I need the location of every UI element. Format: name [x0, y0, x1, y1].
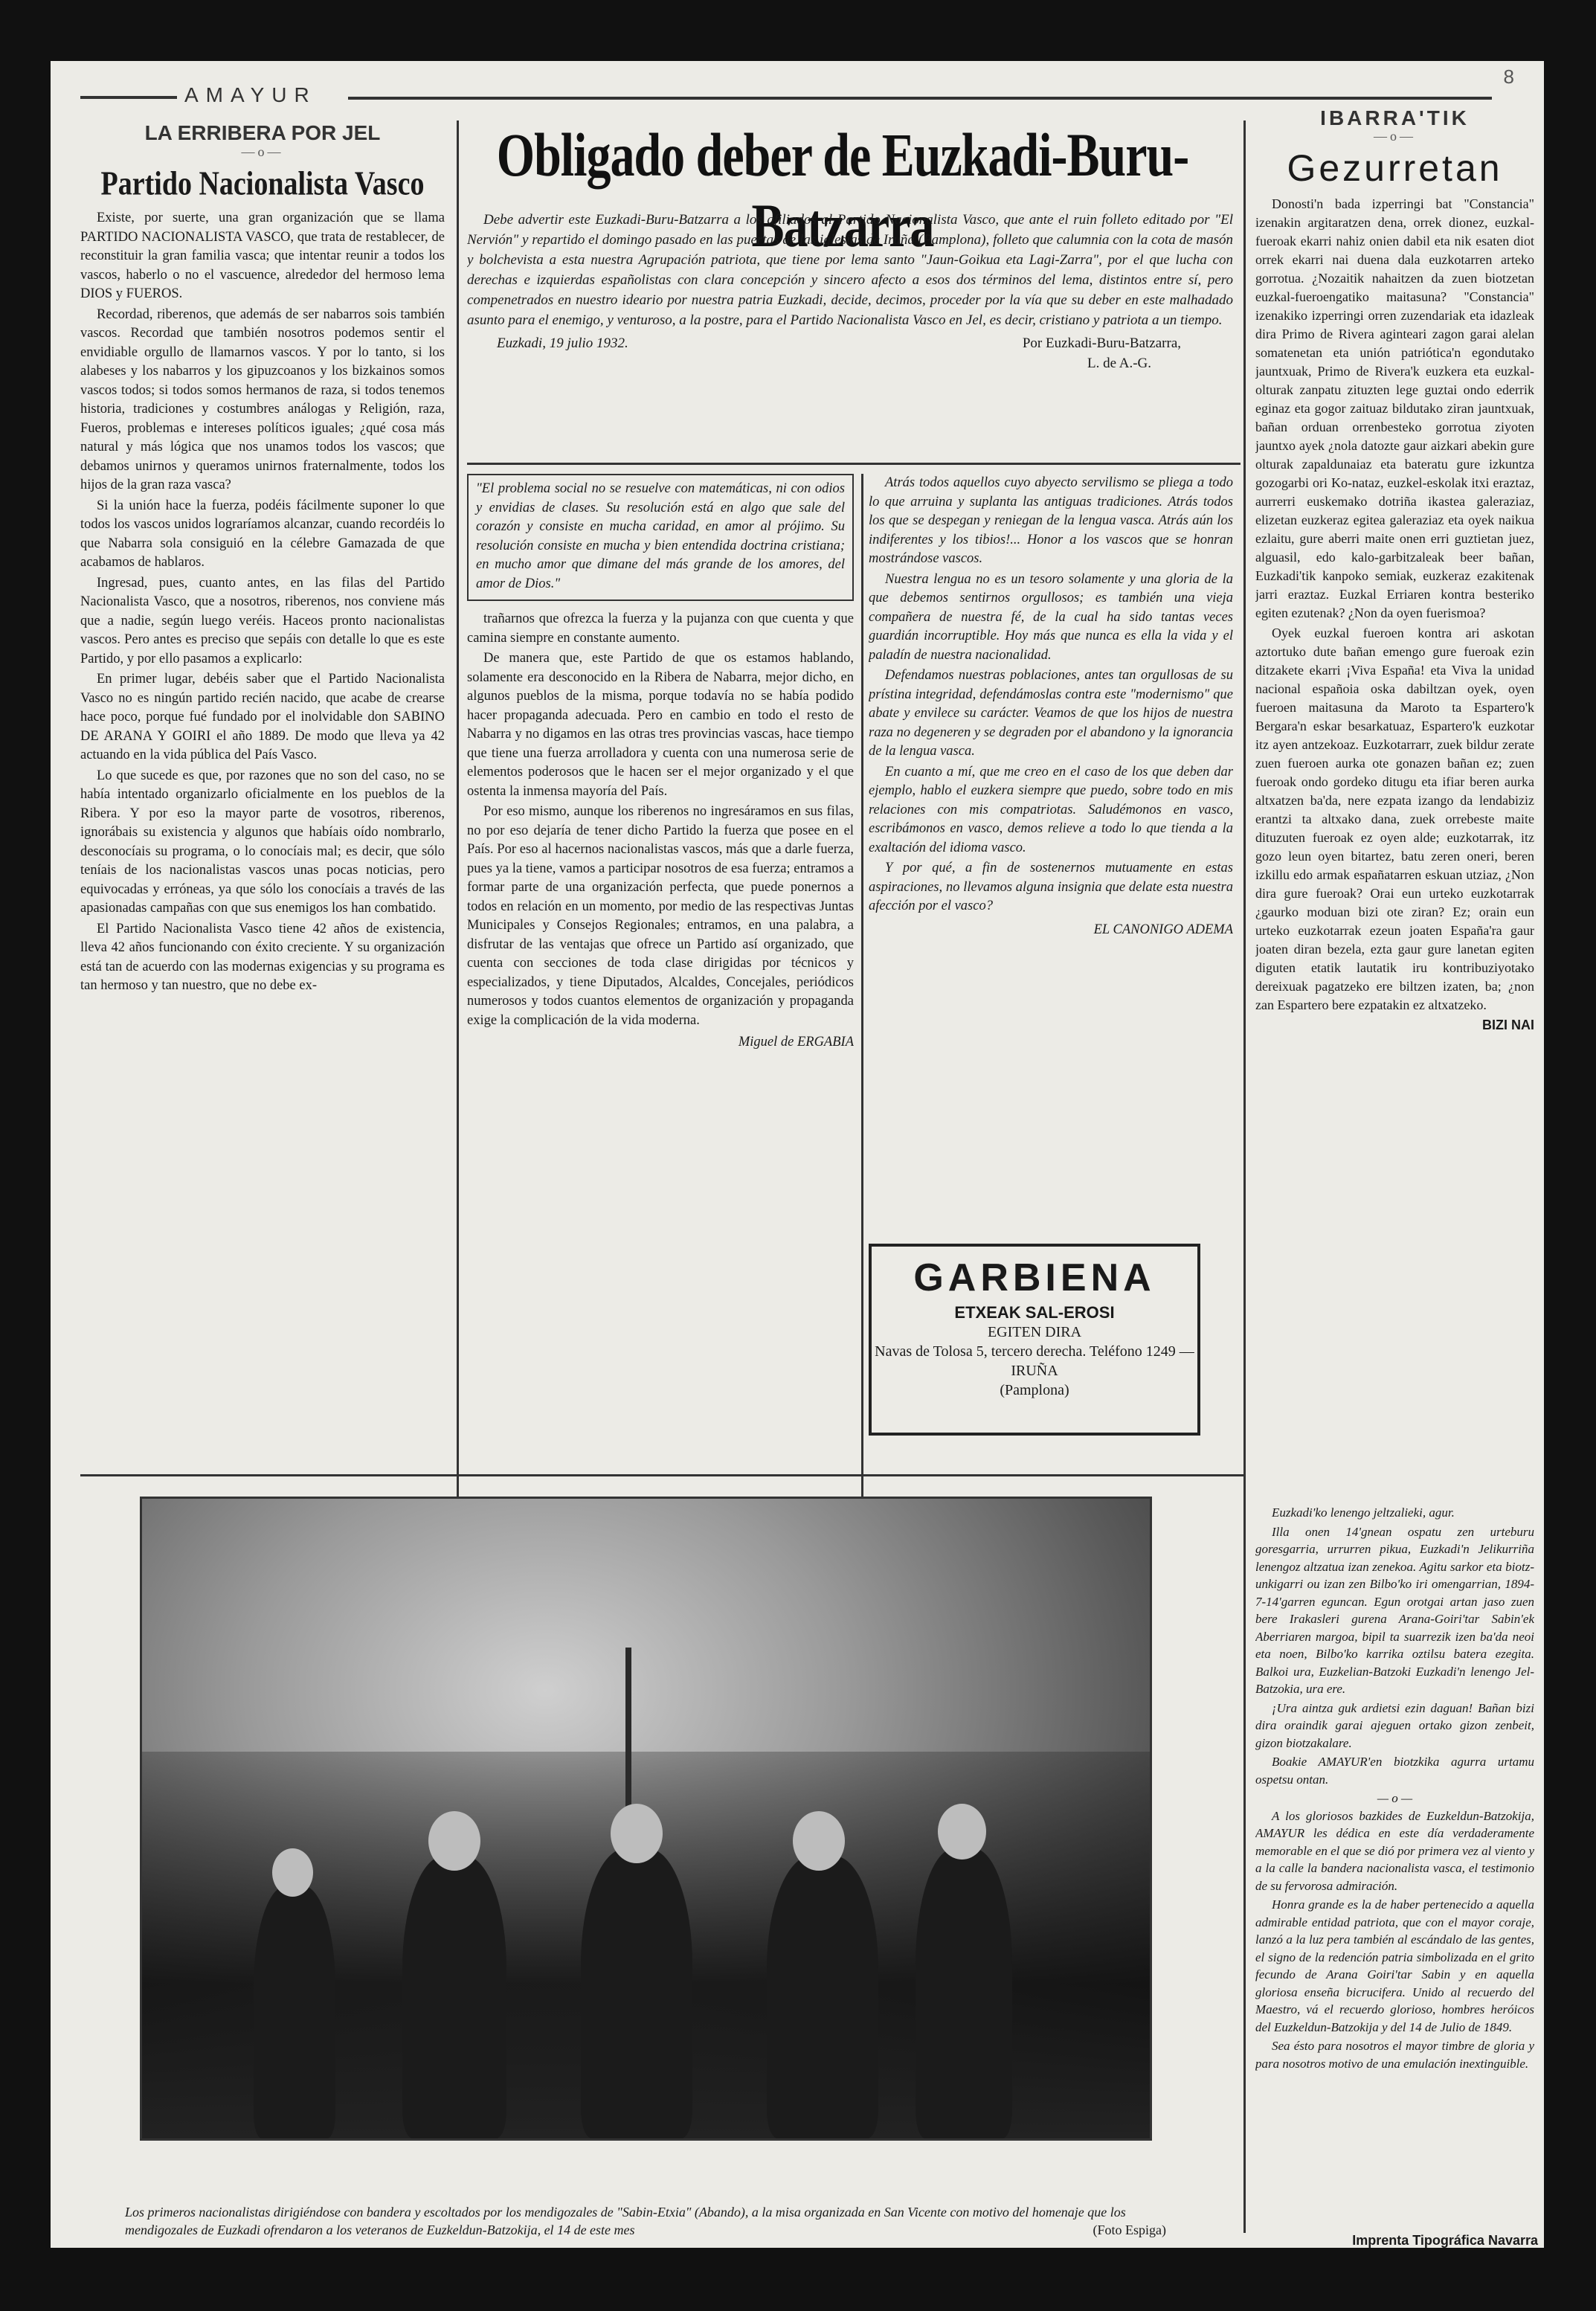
left-headline: Partido Nacionalista Vasco — [100, 164, 425, 203]
right-divider: —o— — [1374, 129, 1416, 144]
main-headline: Obligado deber de Euzkadi-Buru-Batzarra — [496, 121, 1189, 260]
left-column — [80, 120, 445, 1504]
column-rule-lower — [1243, 1504, 1246, 2233]
adema-paragraph: Y por qué, a fin de sostenernos mutuamente en estas aspiraciones, no llevamos alguna insignia que delate esta nuestra afección por el vasco? — [869, 861, 1233, 913]
photo-caption — [125, 2203, 1166, 2239]
caption-text: Los primeros nacionalistas dirigiéndose con bandera y escoltados por los mendigozales de "Sabin-Etxia" (Abando), a la misa organizada en San Vicente con motivo del homenaje que los mendigozales de Euzkadi ofrendaron a los veteranos de Euzkeldun-Batzokija, el 14 de este mes — [125, 2205, 1126, 2237]
column-rule — [457, 120, 459, 1504]
notice-signer: L. de A.-G. — [1087, 356, 1151, 371]
procession-photo — [140, 1497, 1152, 2141]
right-paragraph: Donosti'n bada izperringi bat "Constancia" izenakin argitaratzen dena, orrek dionez, euzkal-fueroak ekarri nahiz onien dabil eta nik esaten diot orrek ekarri nai duena dala euzkotarren arteko gorrotua. ¿Nozaitik nahaitzen da zuen biotzetan euzkal-fueroengatiko maitasuna? "Constancia" izenakiko izperringi orren zuzendariak eta idazleak dira Primo de Rivera aginteari zagon garai alelan somatenetan eta unión patriótica'n egondutako jauntxuak, Primo de Rivera'k euzkera eta euzkal-olturak zanpatu zituzten lege guztai ondo ederrik eginaz eta gogor zaituaz bildutako ziran jauntxuak, bañan orduan orrenbesteko gorrotua ziyoten jauntxo ayek ¿nola datozte gaur aizkari abekin gure olturak zapaldunaiaz eta bateratu gure izkuntza gozogarbi ori Ko-nataz, euzkel-eskolak itxi eraztaz, aurrerri euskemako dotriña ikastea galeraziaz, elizetan euzkeraz egitea galeraziaz eta oyek naikua ezlaitu, gure aberri maite onen erri guztietan juez, alguasil, edo kalo-garbitzaleak beer bañan, Euzkadi'tik kanpoko semiak, euzkeraz ezakitenak jarri eraztaz. Euzkal Erriaren kontra besteriko egiten ezutenak? ¿Non da oyen fuerismoa? — [1255, 196, 1534, 620]
adema-author: EL CANONIGO ADEMA — [1093, 922, 1233, 937]
ad-tagline: ETXEAK SAL-EROSI — [954, 1303, 1115, 1322]
masthead-rule-left — [80, 96, 177, 99]
right-lower-paragraph: Illa onen 14'gnean ospatu zen urteburu goresgarria, urrurren pikua, Euzkadi'n Jelikurriña lenengoz altzatua izan zenekoa. Agitu sarkor eta biotz-unkigarri ou izan zen Bilbo'ko iri omengarrian, 1894-7-14'garren eguncan. Egun orotgai artan jaso zuen bere Irakasleri gurena Arana-Goiri'tar Sabin'ek Aberriaren margoa, bipil ta suarrezik izen ba'da neoi eta noen, Bilbo'ko karrika oztilsu batera ezegita. Balkoi ura, Euzkelian-Batzoki Euzkadi'n lenengo Jel-Batzokia, ura ere. — [1255, 1524, 1534, 1696]
person-figure — [254, 1886, 335, 2138]
center-notice — [467, 210, 1233, 455]
left-paragraph: El Partido Nacionalista Vasco tiene 42 años de existencia, lleva 42 años funcionando con éxito creciente. Y su organización está tan de acuerdo con las modernas exigencias y su programa es tan hermoso y tan nuestro, que no debe ex- — [80, 921, 445, 993]
right-lower-paragraph: Euzkadi'ko lenengo jeltzalieki, agur. — [1272, 1505, 1455, 1520]
right-section-label: IBARRA'TIK — [1320, 109, 1470, 129]
ergabia-paragraph: trañarnos que ofrezca la fuerza y la pujanza con que cuenta y que camina siempre en constante aumento. — [467, 611, 854, 646]
adema-paragraph: Atrás todos aquellos cuyo abyecto servilismo se pliega a todo lo que arruina y suplanta las antiguas tradiciones. Atrás todos los que se despegan y reniegan de la lengua vasca. Atrás aún los indiferentes y los tibios!... Honor a los vascos que se honran mostrándose vascos. — [869, 475, 1233, 566]
person-face — [793, 1811, 845, 1871]
person-face — [938, 1804, 986, 1860]
section-rule — [80, 1474, 1244, 1476]
right-paragraph: Oyek euzkal fueroen kontra ari askotan aztortuko dute bañan emengo gure fueroak ezin ditzakete ekarri ¡Viva España! eta Viva la unidad nacional españoia oska dabiltzan oyek, oyen fueroen maitasuna da Maroto ta Espartero'k Bergara'n eskar besarkatuaz, Espartero'k euzkotar itz ayen antzekoaz. Euzkotarrarr, zuek bildur zerate zuen fueroen aurka ote gonazen bañan ez; zuen fueroak ondo gordeko ditugu eta ifiar beren aurka altxatzen ba'da, nere ezpata izango da lendabiziz erantzi ta altxako dana, zuek orrebeste maite dituzuten fueroak ez oyen alde; euzkotarrak, itz gozo leun oyen bitartez, batu zeren oneri, beren izkillu edo armak españatarren eskuan utziaz, ¿Non dira gure fueroak? Orai eun urteko euzkotarrak ¿gaurko moduan bizi ote ziran? Ez; orain eun urteko euzkotarrak ezeun joaten España'ra gaur joaten diran bezela, ezta gaur gure lanetan egiten diguten etatik lautatik iru kontribuziyotako dereixuak pagatzeko ere biltzen izaten, ba; ¿non zan Espartero bere ezpatakin ez altxatzeko. — [1255, 626, 1534, 1012]
right-lower-paragraph: ¡Ura aintza guk ardietsi ezin daguan! Bañan bizi dira oraindik garai ajeguen ortako gizon zenbeit, gizon biotzakalare. — [1255, 1700, 1534, 1750]
left-paragraph: Recordad, riberenos, que además de ser nabarros sois también vascos. Recordad que también nosotros podemos sentir el envidiable orgullo de llamarnos vascos. Y por lo tanto, si los alabeses y los nabarros y los gipuzcoanos y los bizkainos somos vascos todos; si todos somos hermanos de raza, si todos tenemos historia, tradiciones y costumbres análogas y Religión, raza, Fueros, problemas e intereses políticos iguales; ¿qué cosa más natural y más lógica que nos unamos todos los vascos; que debamos unirnos y queramos unirnos fraternalmente, todos los hijos de la gran raza vasca? — [80, 306, 445, 492]
ad-line2: Navas de Tolosa 5, tercero derecha. Teléfono 1249 — IRUÑA — [875, 1343, 1194, 1379]
garbiena-ad — [869, 1244, 1200, 1436]
right-lower-paragraph: Boakie AMAYUR'en biotzkika agurra urtamu ospetsu ontan. — [1255, 1755, 1534, 1787]
adema-paragraph: Nuestra lengua no es un tesoro solamente y una gloria de la que debemos sentirnos orgullosos; es también una vieja compañera de nuestra fé, de la cual ha sido tantas veces guardián incorruptible. Hoy más que nunca es ella la vida y el paladín de nuestra nacionalidad. — [869, 571, 1233, 663]
left-paragraph: Si la unión hace la fuerza, podéis fácilmente suponer lo que todos los vascos unidos lograríamos alcanzar, cuando recordéis lo que Nabarra sola consiguió en la célebre Gamazada de que acabamos de hablaros. — [80, 498, 445, 570]
right-lower-column — [1255, 1504, 1534, 2218]
right-headline: Gezurretan — [1287, 147, 1503, 189]
person-figure — [402, 1856, 506, 2138]
person-figure — [767, 1856, 878, 2138]
column-rule-mid — [861, 474, 863, 1508]
page-number: 8 — [1503, 65, 1514, 88]
person-face — [611, 1804, 663, 1863]
right-lower-paragraph: Honra grande es la de haber pertenecido a aquella admirable entidad patriota, que con el mayor coraje, lanzó a la luz pera también al escándalo de las gentes, el signo de la redención patria simbolizada en el grito fecundo de Arana Goiri'tar Sabin y en aquella gloriosa enseña bicrucifera. Unido al recuerdo del Maestro, vá el recuerdo glorioso, hombres heróicos del Euzkeldun-Batzokija y del 14 de Julio de 1849. — [1255, 1897, 1534, 2034]
right-signature: BIZI NAI — [1482, 1018, 1534, 1032]
right-lower-paragraph: A los gloriosos bazkides de Euzkeldun-Batzokija, AMAYUR les dédica en este día verdaderamente memorable en el que se dió por primera vez al viento y a la calle la bandera nacionalista vasca, el testimonio de su fervorosa admiración. — [1255, 1808, 1534, 1893]
top-rule — [348, 97, 1492, 100]
center-rule — [467, 463, 1241, 465]
masthead — [80, 83, 393, 110]
left-paragraph: En primer lugar, debéis saber que el Partido Nacionalista Vasco no es ningún partido recién nacido, que acabe de crearse hace poco, porque fué fundado por el inolvidable don SABINO DE ARANA Y GOIRI el año 1889. De modo que lleva ya 42 actuando en la vida pública del País Vasco. — [80, 672, 445, 762]
left-paragraph: Ingresad, pues, cuanto antes, en las filas del Partido Nacionalista Vasco, que a nosotros, riberenos, nos conviene más que a nadie, según luego veréis. Haceos pronto nacionalistas vascos. Pero antes es preciso que sepáis con detalle lo que es este Partido, y por ello pasamos a explicarlo: — [80, 575, 445, 666]
left-paragraph: Lo que sucede es que, por razones que no son del caso, no se había intentado organizarlo oficialmente en los pueblos de la Ribera. Y por eso la mayor parte de vosotros, riberenos, ignorábais su existencia y algunos que habíais oído nombrarlo, desconocíais su programa, o lo conocíais mal; es decir, que sólo teníais de los nacionalistas vascos unas pocas noticias, pero equivocadas y erróneas, ya que sólo los conocíais a través de las apasionadas campañas con que sus enemigos los han combatido. — [80, 768, 445, 916]
right-lower-paragraph: Sea ésto para nosotros el mayor timbre de gloria y para nosotros motivo de una emulación inextinguible. — [1255, 2039, 1534, 2071]
person-face — [272, 1848, 313, 1897]
ad-line3: (Pamplona) — [1000, 1382, 1069, 1398]
adema-column — [869, 474, 1233, 1232]
right-column — [1255, 109, 1534, 1492]
adema-paragraph: En cuanto a mí, que me creo en el caso de los que deben dar ejemplo, hablo el euzkera siempre que puedo, sobre todo en mis relaciones con mis compatriotas. Saludémonos en vasco, escribámonos en vasco, demos relieve a todo lo que tienda a la exaltación del idioma vasco. — [869, 764, 1233, 855]
ergabia-paragraph: Por eso mismo, aunque los riberenos no ingresáramos en sus filas, no por eso dejaría de tener dicho Partido la fuerza que posee en el País. Por eso al hacernos nacionalistas vascos, más que a darle fuerza, pues ya la tiene, vamos a participar nosotros de esa fuerza; entramos a formar parte de una organización perfecta, que puede ponernos a todos en relación en un momento, por medio de las respectivas Juntas Municipales y Consejos Regionales; entramos, en una palabra, a disfrutar de las ventajas que ofrece un Partido así organizado, que cuenta con secciones de toda clase dirigidas por técnicos y especializados, y tiene Diputados, Alcaldes, Concejales, periódicos numerosos y todos cuantos elementos de organización y propaganda exige la complicación de la vida moderna. — [467, 804, 854, 1028]
newspaper-page — [51, 61, 1544, 2248]
quote-text: "El problema social no se resuelve con matemáticas, ni con odios y envidias de clases. Su resolución está en algo que sale del corazón y consiste en mucha caridad, en amor al prójimo. Su resolución consiste en mucha y bien entendida doctrina cristiana; en mucho amor que dimane del más grande de los amores, del amor de Dios." — [476, 481, 845, 591]
masthead-name: AMAYUR — [184, 83, 317, 106]
photo-credit: (Foto Espiga) — [1093, 2222, 1166, 2237]
left-paragraph: Existe, por suerte, una gran organización que se llama PARTIDO NACIONALISTA VASCO, que trata de restablecer, de reconstituir la gran familia vasca; que intentar reunir a todos los vascos, haberlo o no el vascuence, alrededor del hermoso lema DIOS y FUEROS. — [80, 210, 445, 301]
imprenta-footer: Imprenta Tipográfica Navarra — [1352, 2233, 1538, 2248]
notice-text: Debe advertir este Euzkadi-Buru-Batzarra a los afiliados al Partido Nacionalista Vasco, que ante el ruin folleto editado por "El Nervión" y repartido el domingo pasado en las puertas de las iglesias de Iruña (Pamplona), folleto que calumnia con la cota de masón y bolchevista a esta nuestra Agrupación patriota, que tiene por lema santo "Jaun-Goikua eta Lagi-Zarra", por el que lucha con derechas e izquierdas españolistas con clara concepción y sincero afecto a esos dos términos del lema, distintos entre sí, pero compenetrados en nuestro ideario por nuestra patria Euzkadi, decide, decimos, proceder por la vía que su deber en este malhadado asunto para el enemigo, y venturoso, a la postre, para el Partido Nacionalista Vasco en Jel, es decir, cristiano y patriota a un tiempo. — [467, 212, 1233, 328]
notice-footer — [467, 333, 1233, 353]
column-rule-right — [1243, 120, 1246, 1504]
notice-signed-by: Por Euzkadi-Buru-Batzarra, — [1022, 335, 1181, 351]
person-face — [428, 1811, 480, 1871]
ad-name: GARBIENA — [913, 1256, 1156, 1299]
ergabia-paragraph: De manera que, este Partido de que os estamos hablando, solamente era desconocido en la Ribera de Nabarra, mejor dicho, en algunos pueblos de la misma, porque todavía no se había podido hacer propaganda adecuada. Pero en cambio en todo el resto de Nabarra y no digamos en las otras tres provincias vascas, hace tiempo que tiene una fuerza arrolladora y cuenta con una numerosa serie de elementos poderosos que le hacen ser el mejor organizado y el que ostenta la inmensa mayoría del País. — [467, 651, 854, 799]
ad-line1: EGITEN DIRA — [987, 1324, 1082, 1340]
notice-date: Euzkadi, 19 julio 1932. — [497, 335, 628, 351]
left-section-label: LA ERRIBERA POR JEL — [144, 121, 381, 144]
ergabia-author: Miguel de ERGABIA — [738, 1035, 854, 1050]
person-figure — [916, 1848, 1012, 2138]
ergabia-column — [467, 474, 854, 1504]
quote-box — [467, 474, 854, 601]
right-lower-divider: — o — — [1377, 1791, 1413, 1805]
person-figure — [581, 1848, 692, 2138]
left-divider: —o— — [241, 144, 284, 159]
adema-paragraph: Defendamos nuestras poblaciones, antes tan orgullosas de su prístina integridad, defendámoslas contra este "modernismo" que abate y envilece su carácter. Veamos de que los hijos de nuestra raza no degeneren y se degraden por el abandono y la ignorancia de la lengua vasca. — [869, 668, 1233, 759]
